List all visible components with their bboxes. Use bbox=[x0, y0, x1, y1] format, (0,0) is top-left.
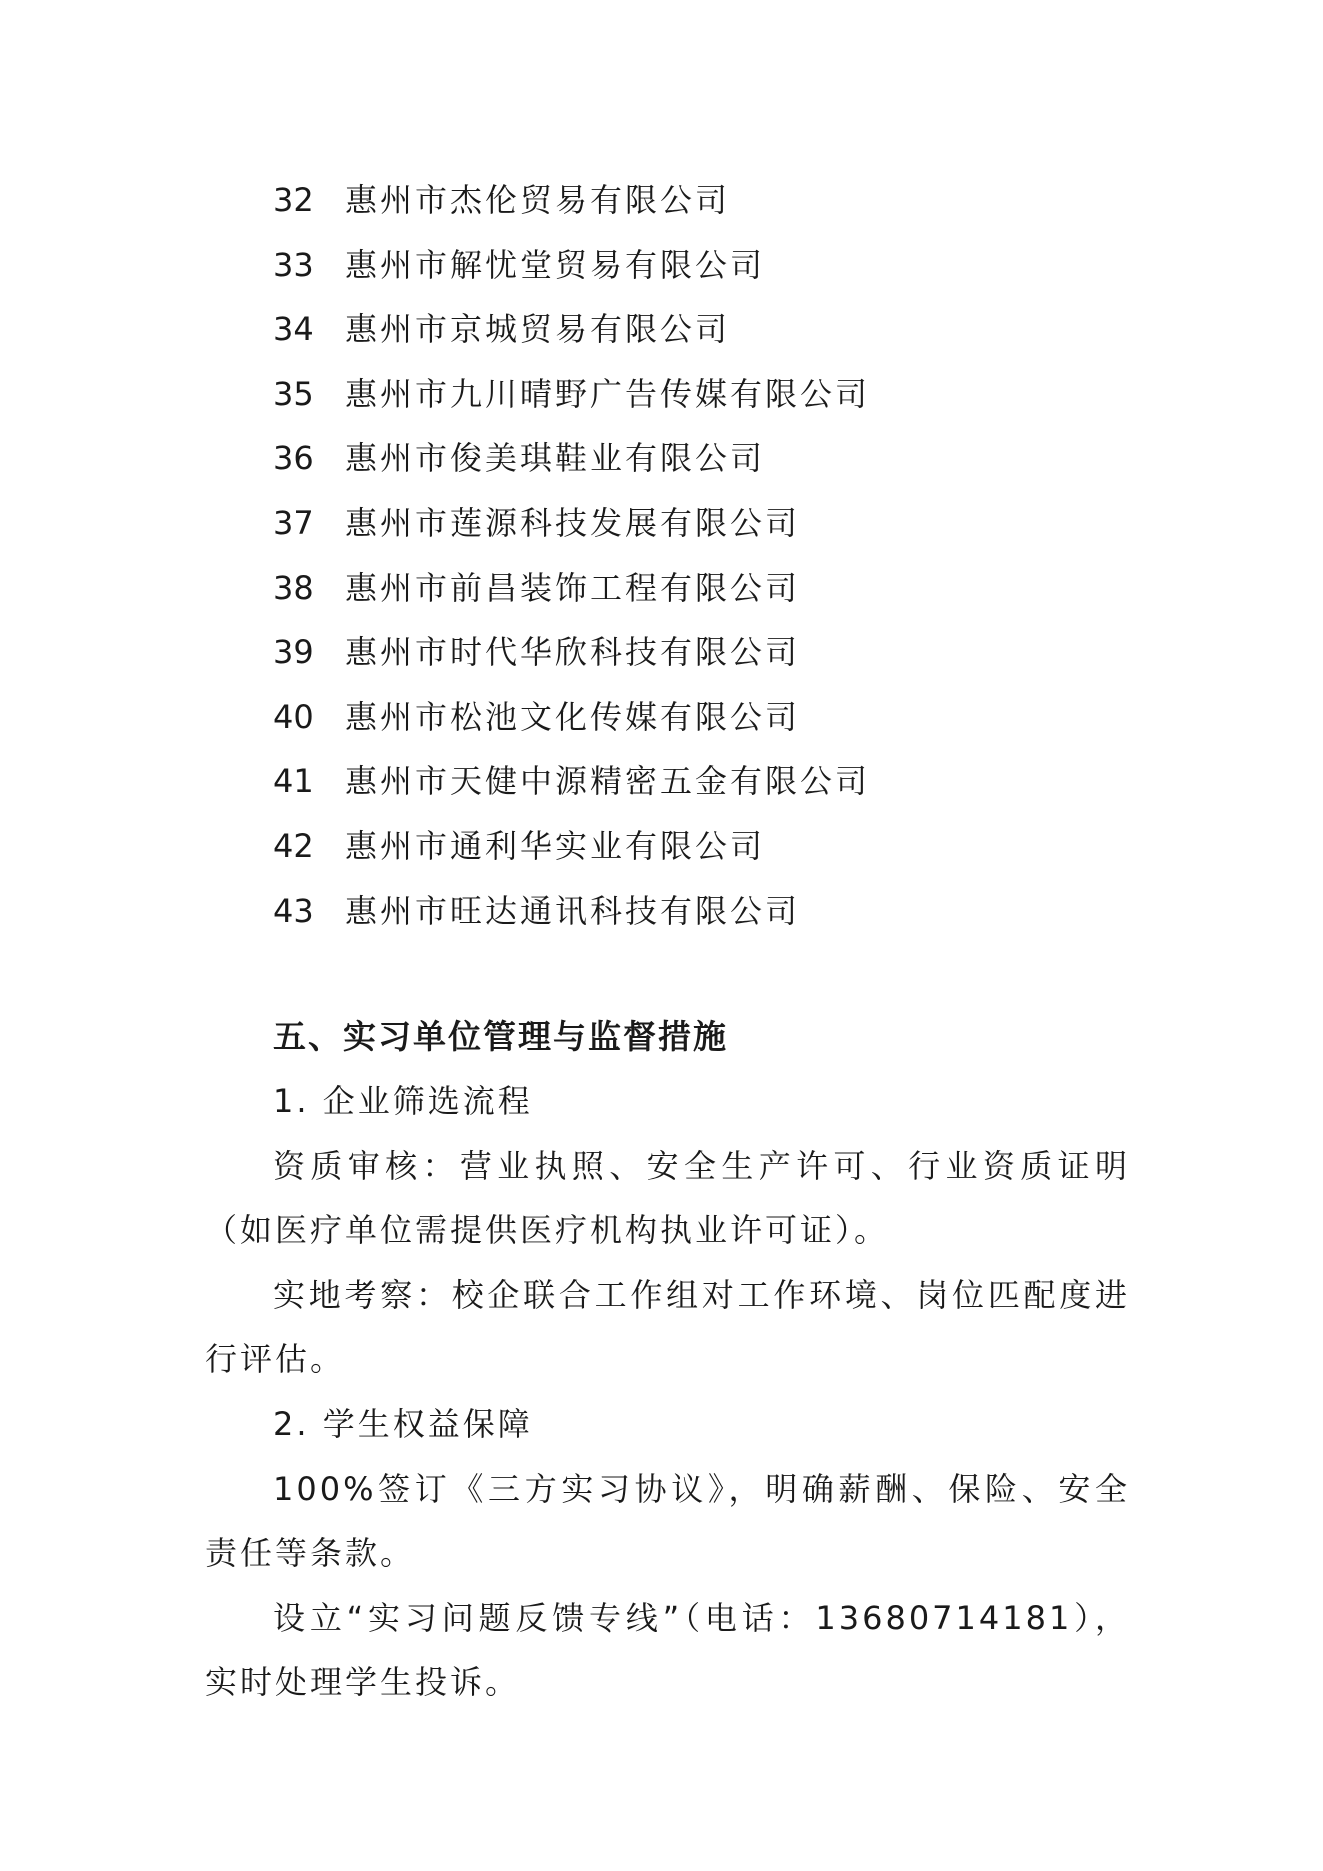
sub-heading-student-rights: 2. 学生权益保障 bbox=[273, 1404, 533, 1443]
company-name: 惠州市京城贸易有限公司 bbox=[345, 310, 731, 349]
list-item bbox=[273, 491, 870, 556]
company-name: 惠州市时代华欣科技有限公司 bbox=[345, 633, 801, 672]
company-name: 惠州市九川晴野广告传媒有限公司 bbox=[345, 374, 871, 413]
company-name: 惠州市天健中源精密五金有限公司 bbox=[345, 762, 871, 801]
list-item bbox=[273, 168, 870, 233]
item-number: 39 bbox=[273, 633, 314, 672]
section-heading: 五、实习单位管理与监督措施 bbox=[273, 1017, 728, 1056]
list-item bbox=[273, 556, 870, 621]
company-name: 惠州市前昌装饰工程有限公司 bbox=[345, 568, 801, 607]
item-number: 42 bbox=[273, 826, 314, 865]
list-item bbox=[273, 749, 870, 814]
paragraph-feedback-hotline: 设立“实习问题反馈专线”（电话：13680714181），实时处理学生投诉。 bbox=[205, 1598, 1130, 1702]
item-number: 33 bbox=[273, 245, 314, 284]
company-name: 惠州市解忧堂贸易有限公司 bbox=[345, 245, 766, 284]
item-number: 40 bbox=[273, 697, 314, 736]
item-number: 35 bbox=[273, 374, 314, 413]
item-number: 43 bbox=[273, 891, 314, 930]
item-number: 36 bbox=[273, 439, 314, 478]
company-name: 惠州市莲源科技发展有限公司 bbox=[345, 503, 801, 542]
list-item bbox=[273, 297, 870, 362]
paragraph-agreement: 100%签订《三方实习协议》，明确薪酬、保险、安全责任等条款。 bbox=[205, 1469, 1130, 1573]
sub-heading-screening: 1. 企业筛选流程 bbox=[273, 1082, 533, 1120]
item-number: 41 bbox=[273, 762, 314, 801]
company-name: 惠州市通利华实业有限公司 bbox=[345, 826, 766, 865]
item-number: 34 bbox=[273, 310, 314, 349]
company-name: 惠州市松池文化传媒有限公司 bbox=[345, 697, 801, 736]
list-item bbox=[273, 362, 870, 427]
item-number: 37 bbox=[273, 503, 314, 542]
company-name: 惠州市俊美琪鞋业有限公司 bbox=[345, 439, 766, 478]
item-number: 38 bbox=[273, 568, 314, 607]
company-name: 惠州市旺达通讯科技有限公司 bbox=[345, 891, 801, 930]
list-item bbox=[273, 879, 870, 944]
section-five bbox=[205, 1005, 1130, 1715]
list-item bbox=[273, 620, 870, 685]
company-list bbox=[273, 168, 870, 943]
list-item bbox=[273, 426, 870, 491]
paragraph-site-inspection: 实地考察：校企联合工作组对工作环境、岗位匹配度进行评估。 bbox=[205, 1275, 1130, 1379]
list-item bbox=[273, 685, 870, 750]
list-item bbox=[273, 233, 870, 298]
company-name: 惠州市杰伦贸易有限公司 bbox=[345, 181, 731, 219]
paragraph-qualification-review: 资质审核：营业执照、安全生产许可、行业资质证明（如医疗单位需提供医疗机构执业许可证）。 bbox=[205, 1146, 1130, 1250]
item-number: 32 bbox=[273, 181, 314, 219]
list-item bbox=[273, 814, 870, 879]
